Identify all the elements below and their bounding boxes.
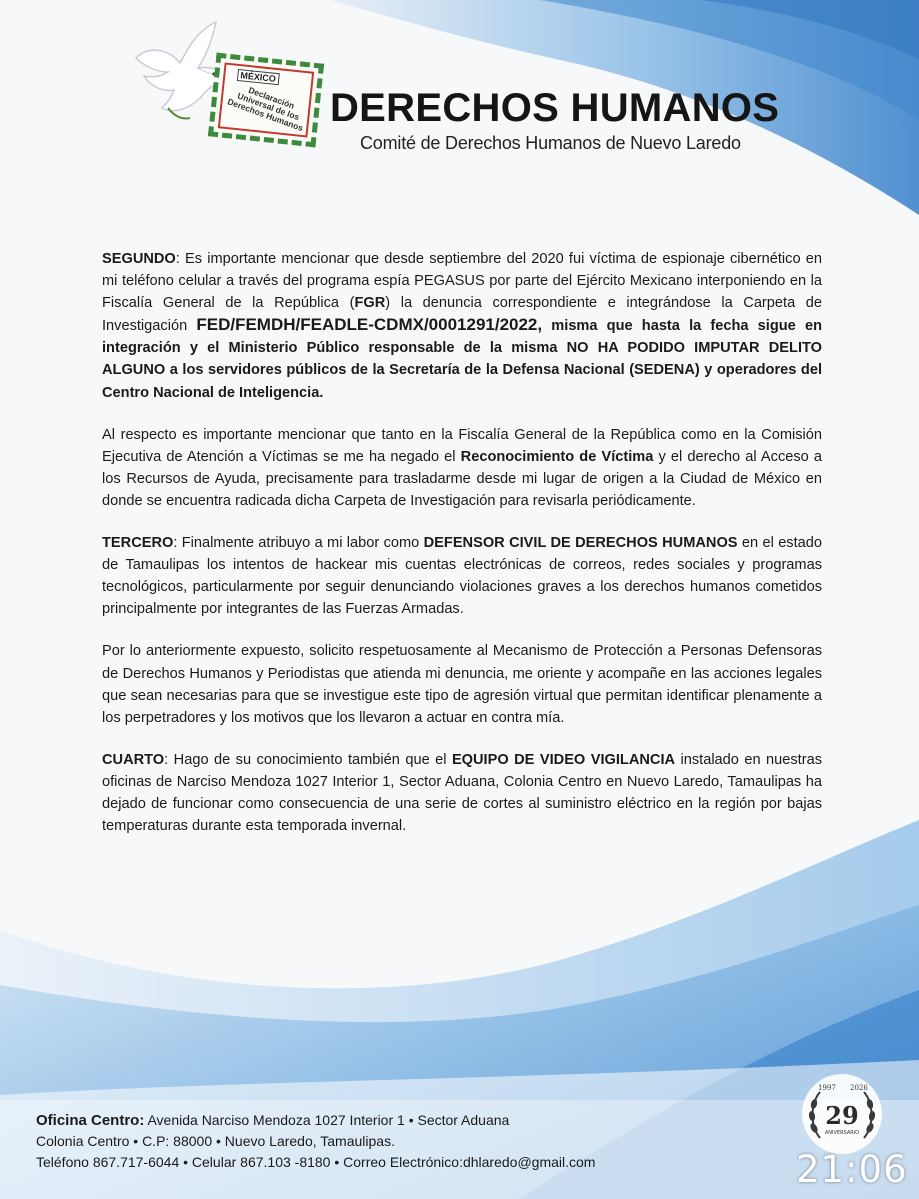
paragraph-text: en el estado de Tamaulipas los intentos de hackear mis cuentas electrónicas de correos, redes sociales y programas tecnológicos, particularmente por seguir denunciando violaciones graves a los derechos humanos cometidos principalmente por integrantes de las Fuerzas Armadas. bbox=[102, 535, 823, 618]
paragraph-text: instalado en nuestras oficinas de Narciso Mendoza 1027 Interior 1, Sector Aduana, Colonia Centro en Nuevo Laredo, Tamaulipas ha dejado de funcionar como consecuencia de una serie de cortes al suministro eléctrico en la región por bajas temperaturas durante esta temporada invernal. bbox=[102, 751, 823, 835]
section-label: SEGUNDO bbox=[102, 251, 176, 267]
stamp-text: Declaración Universal de los Derechos Humanos bbox=[226, 84, 305, 134]
human-rights-stamp bbox=[208, 53, 324, 148]
paragraph-text: : Finalmente atribuyo a mi labor como bbox=[173, 535, 424, 552]
paragraph-respecto bbox=[102, 424, 822, 512]
paragraph-text: Por lo anteriormente expuesto, solicito respetuosamente al Mecanismo de Protección a Personas Defensoras de Derechos Humanos y Periodistas que atienda mi denuncia, me oriente y acompañe en las acciones legales que sean necesarias para que se investigue este tipo de agresión virtual que permitan identificar plenamente a los perpetradores y los motivos que los llevaron a actuar en contra mía. bbox=[102, 643, 822, 726]
emphasis-text: EQUIPO DE VIDEO VIGILANCIA bbox=[451, 751, 676, 768]
organization-title: DERECHOS HUMANOS bbox=[330, 86, 780, 130]
footer-locality: Colonia Centro • C.P: 88000 • Nuevo Laredo, Tamaulipas. bbox=[36, 1133, 395, 1149]
anniversary-seal-icon bbox=[800, 1072, 884, 1156]
paragraph-cuarto bbox=[102, 749, 822, 837]
seal-year-start: 1997 bbox=[818, 1084, 836, 1092]
emphasis-text: FGR bbox=[354, 295, 386, 312]
emphasis-text: misma que hasta la fecha sigue en integración y el Ministerio Público responsable de la misma NO HA PODIDO IMPUTAR DELITO ALGUNO a los servidores públicos de la Secretaría de la Defensa Nacional (SEDENA) y operadores del Centro Nacional de Inteligencia. bbox=[102, 318, 822, 401]
paragraph-segundo bbox=[102, 248, 822, 404]
paragraph-text: : Hago de su conocimiento también que el bbox=[164, 751, 452, 768]
section-label: TERCERO bbox=[102, 535, 174, 552]
stamp-country-label: MÉXICO bbox=[237, 69, 280, 85]
paragraph-text: y el derecho al Acceso a los Recursos de Ayuda, precisamente para trasladarme desde mi lugar de origen a la Ciudad de México en donde se encuentra radicada dicha Carpeta de Investigación para revisarla periódicamente. bbox=[102, 448, 823, 509]
seal-caption: ANIVERSARIO bbox=[824, 1130, 860, 1136]
seal-number: 29 bbox=[825, 1101, 859, 1130]
status-time: 21:06 bbox=[796, 1148, 908, 1191]
footer-contact: Teléfono 867.717-6044 • Celular 867.103 -8180 • Correo Electrónico:dhlaredo@gmail.com bbox=[36, 1154, 596, 1170]
paragraph-text: ) la denuncia correspondiente e integrándose la Carpeta de Investigación bbox=[102, 295, 823, 335]
paragraph-text: : Es importante mencionar que desde septiembre del 2020 fui víctima de espionaje cibernético en mi teléfono celular a través del programa espía PEGASUS por parte del Ejército Mexicano interponiendo en la Fiscalía General de la República ( bbox=[102, 251, 822, 312]
footer-office-address: Avenida Narciso Mendoza 1027 Interior 1 • Sector Aduana bbox=[144, 1112, 510, 1128]
emphasis-text: DEFENSOR CIVIL DE DERECHOS HUMANOS bbox=[423, 535, 738, 552]
paragraph-solicitud bbox=[102, 640, 822, 728]
section-label: CUARTO bbox=[102, 751, 165, 768]
paragraph-text: Al respecto es importante mencionar que tanto en la Fiscalía General de la República como en la Comisión Ejecutiva de Atención a Víctimas se me ha negado el bbox=[102, 426, 822, 465]
footer-office-row bbox=[36, 1110, 595, 1131]
letter-body bbox=[102, 248, 822, 857]
seal-year-end: 2026 bbox=[850, 1084, 868, 1092]
letterhead-footer bbox=[36, 1110, 595, 1173]
emphasis-text: Reconocimiento de Víctima bbox=[460, 448, 654, 465]
organization-subtitle: Comité de Derechos Humanos de Nuevo Laredo bbox=[360, 133, 741, 153]
footer-office-label: Oficina Centro: bbox=[36, 1112, 145, 1129]
paragraph-tercero bbox=[102, 532, 822, 620]
case-number: FED/FEMDH/FEADLE-CDMX/0001291/2022, bbox=[196, 315, 543, 335]
